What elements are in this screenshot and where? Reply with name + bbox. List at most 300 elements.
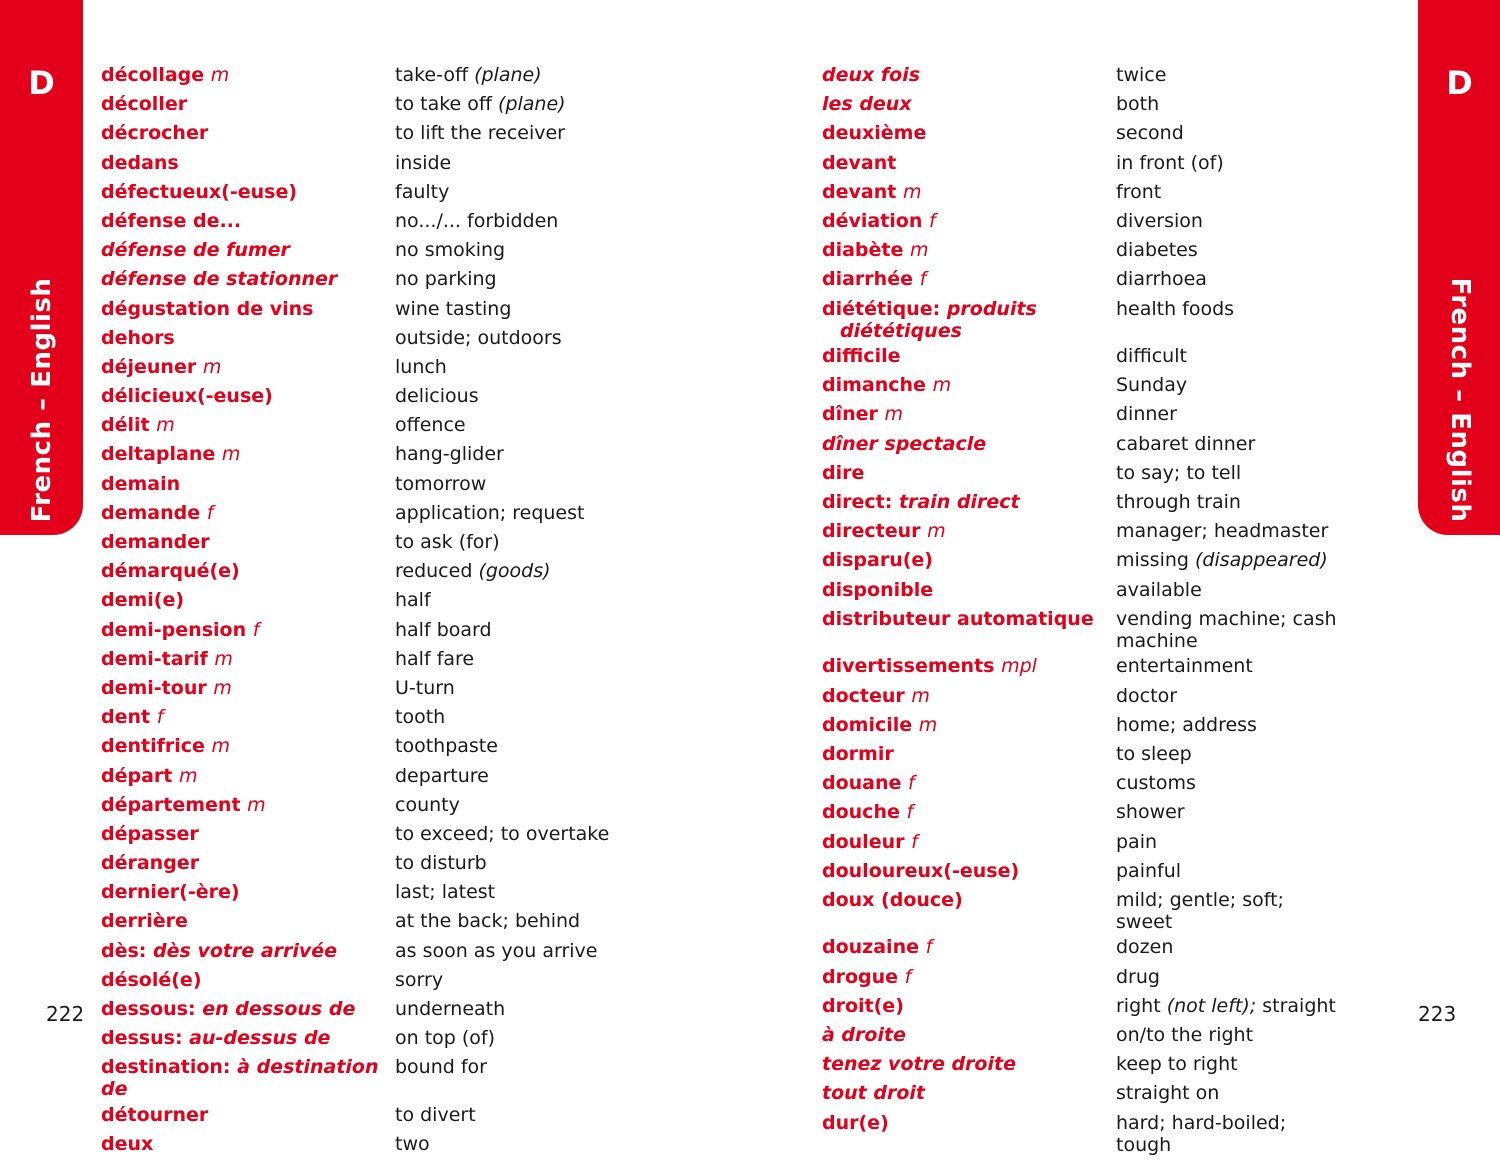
section-label: French – English <box>1444 277 1475 523</box>
translation-text: manager; headmaster <box>1116 520 1329 543</box>
translation-text: cabaret dinner <box>1116 432 1256 455</box>
headword-text: devant <box>822 180 897 203</box>
grammar-label: m <box>214 647 233 670</box>
dictionary-entry <box>101 122 801 148</box>
translation-text: half fare <box>395 647 475 670</box>
headword-text: dehors <box>101 326 175 349</box>
dictionary-entry <box>822 936 1402 962</box>
translation-text: hard; hard-boiled; tough <box>1116 1111 1287 1156</box>
translation <box>395 268 625 290</box>
dictionary-entry <box>822 462 1402 488</box>
translation-text: diversion <box>1116 209 1203 232</box>
dictionary-entry <box>101 64 801 90</box>
translation <box>1116 93 1346 115</box>
headword-phrase: produits <box>946 297 1037 320</box>
translation <box>1116 1053 1346 1075</box>
translation-text: to take off <box>395 93 492 116</box>
dictionary-entry <box>822 860 1402 886</box>
dictionary-column-left <box>101 64 801 1162</box>
translation <box>395 910 625 932</box>
dictionary-entry <box>101 589 801 615</box>
headword <box>822 210 1116 232</box>
translation <box>1116 345 1346 367</box>
page-number-left: 222 <box>46 1002 85 1026</box>
headword-text: défectueux(-euse) <box>101 180 298 203</box>
headword-text: dormir <box>822 742 894 765</box>
headword-text: déjeuner <box>101 355 197 378</box>
dictionary-entry <box>101 794 801 820</box>
headword <box>822 714 1116 736</box>
headword-text: douche <box>822 801 900 824</box>
dictionary-entry <box>822 1024 1402 1050</box>
headword-text: dentifrice <box>101 735 205 758</box>
translation <box>1116 831 1346 853</box>
translation <box>395 648 625 670</box>
dictionary-column-right <box>822 64 1402 1159</box>
headword <box>101 823 395 845</box>
translation-text: to lift the receiver <box>395 122 565 145</box>
translation-text: painful <box>1116 859 1182 882</box>
dictionary-entry <box>101 881 801 907</box>
grammar-label: mpl <box>1001 655 1037 678</box>
headword-text: dès: <box>101 939 147 962</box>
dictionary-entry <box>822 579 1402 605</box>
translation <box>395 735 625 757</box>
headword-text: drogue <box>822 965 899 988</box>
headword-text: dessus: <box>101 1027 183 1050</box>
headword-text: départ <box>101 764 173 787</box>
translation-text: U-turn <box>395 676 455 699</box>
translation-text: county <box>395 793 460 816</box>
dictionary-entry <box>822 93 1402 119</box>
headword <box>822 772 1116 794</box>
grammar-label: m <box>932 374 952 397</box>
headword-text: divertissements <box>822 655 995 678</box>
headword-text: deuxième <box>822 122 927 145</box>
headword <box>822 152 1116 174</box>
dictionary-entry <box>822 1053 1402 1079</box>
headword-text: douloureux(-euse) <box>822 859 1020 882</box>
translation <box>395 1133 625 1155</box>
headword <box>101 181 395 203</box>
translation-text: half board <box>395 618 492 641</box>
translation <box>1116 889 1346 933</box>
headword <box>101 93 395 115</box>
translation <box>1116 152 1346 174</box>
translation-text: wine tasting <box>395 297 512 320</box>
translation <box>395 794 625 816</box>
translation <box>1116 268 1346 290</box>
dictionary-entry <box>101 473 801 499</box>
headword-text: disponible <box>822 578 934 601</box>
dictionary-entry <box>101 735 801 761</box>
dictionary-entry <box>822 549 1402 575</box>
headword-text: dessous: <box>101 998 196 1020</box>
translation <box>1116 433 1346 455</box>
headword <box>101 531 395 553</box>
dictionary-entry <box>101 181 801 207</box>
grammar-label: f <box>906 801 914 824</box>
translation <box>1116 936 1346 958</box>
headword <box>822 860 1116 882</box>
translation <box>1116 685 1346 707</box>
translation <box>1116 491 1346 513</box>
dictionary-entry <box>822 433 1402 459</box>
dictionary-entry <box>101 268 801 294</box>
headword <box>101 502 395 524</box>
headword <box>822 462 1116 484</box>
headword <box>101 940 395 962</box>
translation-text: diabetes <box>1116 239 1198 262</box>
translation <box>1116 966 1346 988</box>
translation <box>395 969 625 991</box>
translation <box>1116 772 1346 794</box>
headword <box>101 910 395 932</box>
headword <box>822 1082 1116 1104</box>
translation <box>395 414 625 436</box>
headword <box>101 765 395 787</box>
translation <box>1116 995 1346 1017</box>
headword-phrase: train direct <box>898 491 1020 514</box>
translation-text: offence <box>395 414 466 437</box>
grammar-label: m <box>911 684 930 707</box>
translation-text: to ask (for) <box>395 531 500 553</box>
headword <box>822 64 1116 86</box>
headword-text: devant <box>822 151 897 174</box>
translation-text: shower <box>1116 801 1185 824</box>
translation-text: as soon as you arrive <box>395 939 598 962</box>
headword <box>101 648 395 670</box>
translation <box>1116 1082 1346 1104</box>
headword-text: deltaplane <box>101 443 216 466</box>
headword-phrase: défense de fumer <box>101 239 290 262</box>
dictionary-entry <box>101 239 801 265</box>
dictionary-entry <box>822 298 1402 342</box>
headword-text: demain <box>101 472 181 495</box>
translation <box>1116 122 1346 144</box>
grammar-label: m <box>210 64 230 86</box>
headword-text: distributeur automatique <box>822 607 1094 630</box>
headword-text: direct: <box>822 491 893 514</box>
dictionary-entry <box>822 608 1402 652</box>
headword <box>822 889 1116 911</box>
translation <box>395 677 625 699</box>
translation <box>395 1027 625 1049</box>
headword <box>822 239 1116 261</box>
translation-text: both <box>1116 93 1160 116</box>
translation-text: inside <box>395 151 452 174</box>
translation <box>395 443 625 465</box>
dictionary-entry <box>101 327 801 353</box>
dictionary-entry <box>822 520 1402 546</box>
section-label: French – English <box>26 277 57 523</box>
dictionary-entry <box>822 655 1402 681</box>
dictionary-entry <box>101 93 801 119</box>
headword-text: disparu(e) <box>822 549 933 572</box>
translation-text: on top (of) <box>395 1027 496 1050</box>
headword <box>101 414 395 436</box>
translation <box>395 93 625 115</box>
headword <box>101 443 395 465</box>
headword <box>101 998 395 1020</box>
dictionary-entry <box>822 491 1402 517</box>
grammar-label: m <box>202 355 222 378</box>
headword <box>101 64 395 86</box>
headword <box>101 881 395 903</box>
translation <box>395 706 625 728</box>
translation <box>395 560 625 582</box>
dictionary-entry <box>101 1056 801 1100</box>
headword-text: dedans <box>101 151 179 174</box>
translation-note: (disappeared) <box>1195 549 1328 572</box>
translation-text: at the back; behind <box>395 910 581 933</box>
headword <box>101 152 395 174</box>
translation <box>395 327 625 349</box>
translation <box>395 502 625 524</box>
headword <box>101 735 395 757</box>
headword-text: douane <box>822 772 902 795</box>
headword-text: demande <box>101 501 201 524</box>
headword <box>822 122 1116 144</box>
translation <box>1116 655 1346 677</box>
translation-text: missing <box>1116 549 1189 572</box>
translation-text: hang-glider <box>395 443 504 466</box>
translation-text: no.../... forbidden <box>395 209 559 232</box>
headword-text: difficile <box>822 345 901 368</box>
headword <box>822 966 1116 988</box>
headword <box>822 298 1116 342</box>
translation <box>395 881 625 903</box>
dictionary-entry <box>822 181 1402 207</box>
dictionary-entry <box>822 1082 1402 1108</box>
translation-text: drug <box>1116 965 1160 988</box>
translation-text: two <box>395 1133 430 1156</box>
dictionary-entry <box>822 210 1402 236</box>
translation-note: (not left); <box>1166 994 1257 1017</box>
translation-text: to divert <box>395 1103 476 1126</box>
headword-text: douleur <box>822 830 905 853</box>
dictionary-entry <box>822 239 1402 265</box>
headword-text: dimanche <box>822 374 926 397</box>
grammar-label: f <box>252 618 260 641</box>
headword-text: deux <box>101 1133 154 1156</box>
translation <box>1116 239 1346 261</box>
translation <box>1116 403 1346 425</box>
headword <box>822 685 1116 707</box>
translation-text: dinner <box>1116 403 1177 426</box>
dictionary-entry <box>822 714 1402 740</box>
translation-note: (goods) <box>478 560 551 583</box>
headword-text: demi-tarif <box>101 647 208 670</box>
translation-text: faulty <box>395 180 450 203</box>
headword-text: dîner <box>822 403 878 426</box>
translation-text: to sleep <box>1116 742 1192 765</box>
headword <box>101 385 395 407</box>
translation <box>1116 210 1346 232</box>
headword-text: décrocher <box>101 122 209 145</box>
grammar-label: m <box>247 793 266 816</box>
dictionary-entry <box>822 772 1402 798</box>
translation-note: (plane) <box>474 64 542 86</box>
translation-note: (plane) <box>498 93 566 116</box>
headword-text: directeur <box>822 520 921 543</box>
section-tab-right <box>1418 0 1500 535</box>
headword <box>822 520 1116 542</box>
dictionary-entry <box>822 889 1402 933</box>
grammar-label: f <box>908 772 915 795</box>
dictionary-entry <box>101 1133 801 1159</box>
translation-text: lunch <box>395 355 447 378</box>
translation <box>395 385 625 407</box>
translation-text: to disturb <box>395 852 487 875</box>
translation-text: no smoking <box>395 239 506 262</box>
dictionary-entry <box>822 685 1402 711</box>
headword <box>822 549 1116 571</box>
headword <box>822 608 1116 630</box>
headword-phrase: deux fois <box>822 64 921 86</box>
headword <box>822 801 1116 823</box>
headword-text: délit <box>101 414 150 437</box>
dictionary-entry <box>101 823 801 849</box>
translation-text: dozen <box>1116 936 1174 959</box>
translation-text: keep to right <box>1116 1053 1238 1076</box>
translation <box>1116 520 1346 542</box>
headword <box>822 268 1116 290</box>
dictionary-entry <box>822 801 1402 827</box>
headword-text: décoller <box>101 93 188 116</box>
headword <box>822 1053 1116 1075</box>
headword-phrase: à droite <box>822 1024 906 1047</box>
translation-text: tomorrow <box>395 472 487 495</box>
dictionary-entry <box>101 152 801 178</box>
translation-text: right <box>1116 994 1161 1017</box>
grammar-label: m <box>902 180 922 203</box>
headword <box>101 852 395 874</box>
translation <box>1116 549 1346 571</box>
dictionary-entry <box>101 940 801 966</box>
translation-text: in front (of) <box>1116 151 1224 174</box>
headword-text: domicile <box>822 713 913 736</box>
translation <box>395 1056 625 1078</box>
headword <box>101 327 395 349</box>
headword <box>822 1024 1116 1046</box>
translation <box>1116 181 1346 203</box>
headword-text: démarqué(e) <box>101 560 240 583</box>
grammar-label: f <box>156 706 164 729</box>
translation <box>1116 462 1346 484</box>
translation <box>1116 801 1346 823</box>
translation-text: to exceed; to overtake <box>395 822 610 845</box>
translation <box>395 64 625 86</box>
translation <box>395 1104 625 1126</box>
headword-text: dire <box>822 461 865 484</box>
headword <box>101 268 395 290</box>
page-number-right: 223 <box>1418 1002 1457 1026</box>
headword-text: dégustation de vins <box>101 297 314 320</box>
headword-text: doux (douce) <box>822 888 963 911</box>
translation-text: diarrhoea <box>1116 268 1207 291</box>
translation-text: health foods <box>1116 297 1235 320</box>
translation-text: difficult <box>1116 345 1187 368</box>
headword <box>101 210 395 232</box>
headword-text: désolé(e) <box>101 968 202 991</box>
headword <box>822 655 1116 677</box>
grammar-label: m <box>927 520 946 543</box>
translation-text: reduced <box>395 560 473 583</box>
translation-text: Sunday <box>1116 374 1188 397</box>
translation <box>395 356 625 378</box>
translation <box>395 823 625 845</box>
dictionary-entry <box>822 122 1402 148</box>
translation <box>1116 1112 1346 1156</box>
translation-text: departure <box>395 764 489 787</box>
grammar-label: m <box>211 735 231 758</box>
translation <box>395 210 625 232</box>
headword-text: destination: <box>101 1056 231 1079</box>
grammar-label: f <box>919 268 927 291</box>
headword <box>101 794 395 816</box>
translation <box>1116 608 1346 652</box>
headword-text: dent <box>101 706 151 729</box>
dictionary-entry <box>101 531 801 557</box>
headword-text: délicieux(-euse) <box>101 385 273 408</box>
headword <box>101 969 395 991</box>
dictionary-entry <box>101 969 801 995</box>
translation-text: vending machine; cash machine <box>1116 607 1337 652</box>
dictionary-entry <box>101 765 801 791</box>
headword <box>822 1112 1116 1134</box>
dictionary-entry <box>822 831 1402 857</box>
translation <box>395 473 625 495</box>
headword <box>822 936 1116 958</box>
headword <box>822 345 1116 367</box>
dictionary-entry <box>822 152 1402 178</box>
translation-text: through train <box>1116 491 1241 514</box>
dictionary-entry <box>101 298 801 324</box>
translation-text: doctor <box>1116 684 1178 707</box>
headword-phrase: tout droit <box>822 1082 925 1105</box>
headword-phrase: au-dessus de <box>189 1027 331 1050</box>
dictionary-entry <box>101 443 801 469</box>
dictionary-entry <box>101 560 801 586</box>
dictionary-entry <box>822 403 1402 429</box>
headword-text: dur(e) <box>822 1111 889 1134</box>
translation <box>395 940 625 962</box>
grammar-label: m <box>156 414 175 437</box>
dictionary-entry <box>101 648 801 674</box>
translation-text: straight on <box>1116 1082 1220 1105</box>
headword-phrase: défense de stationner <box>101 268 338 291</box>
translation <box>395 122 625 144</box>
dictionary-entry <box>101 414 801 440</box>
dictionary-entry <box>101 210 801 236</box>
headword <box>822 743 1116 765</box>
translation-text: toothpaste <box>395 735 498 758</box>
headword <box>101 122 395 144</box>
translation-text: underneath <box>395 998 506 1020</box>
dictionary-entry <box>822 1112 1402 1156</box>
headword-phrase: en dessous de <box>202 998 356 1020</box>
grammar-label: m <box>213 676 232 699</box>
headword-text: demi-tour <box>101 676 207 699</box>
dictionary-entry <box>101 910 801 936</box>
translation-text: available <box>1116 578 1202 601</box>
translation-text: outside; outdoors <box>395 326 562 349</box>
translation <box>395 298 625 320</box>
translation-text: application; request <box>395 501 585 524</box>
translation-text: sorry <box>395 968 444 991</box>
translation-text: entertainment <box>1116 655 1253 678</box>
